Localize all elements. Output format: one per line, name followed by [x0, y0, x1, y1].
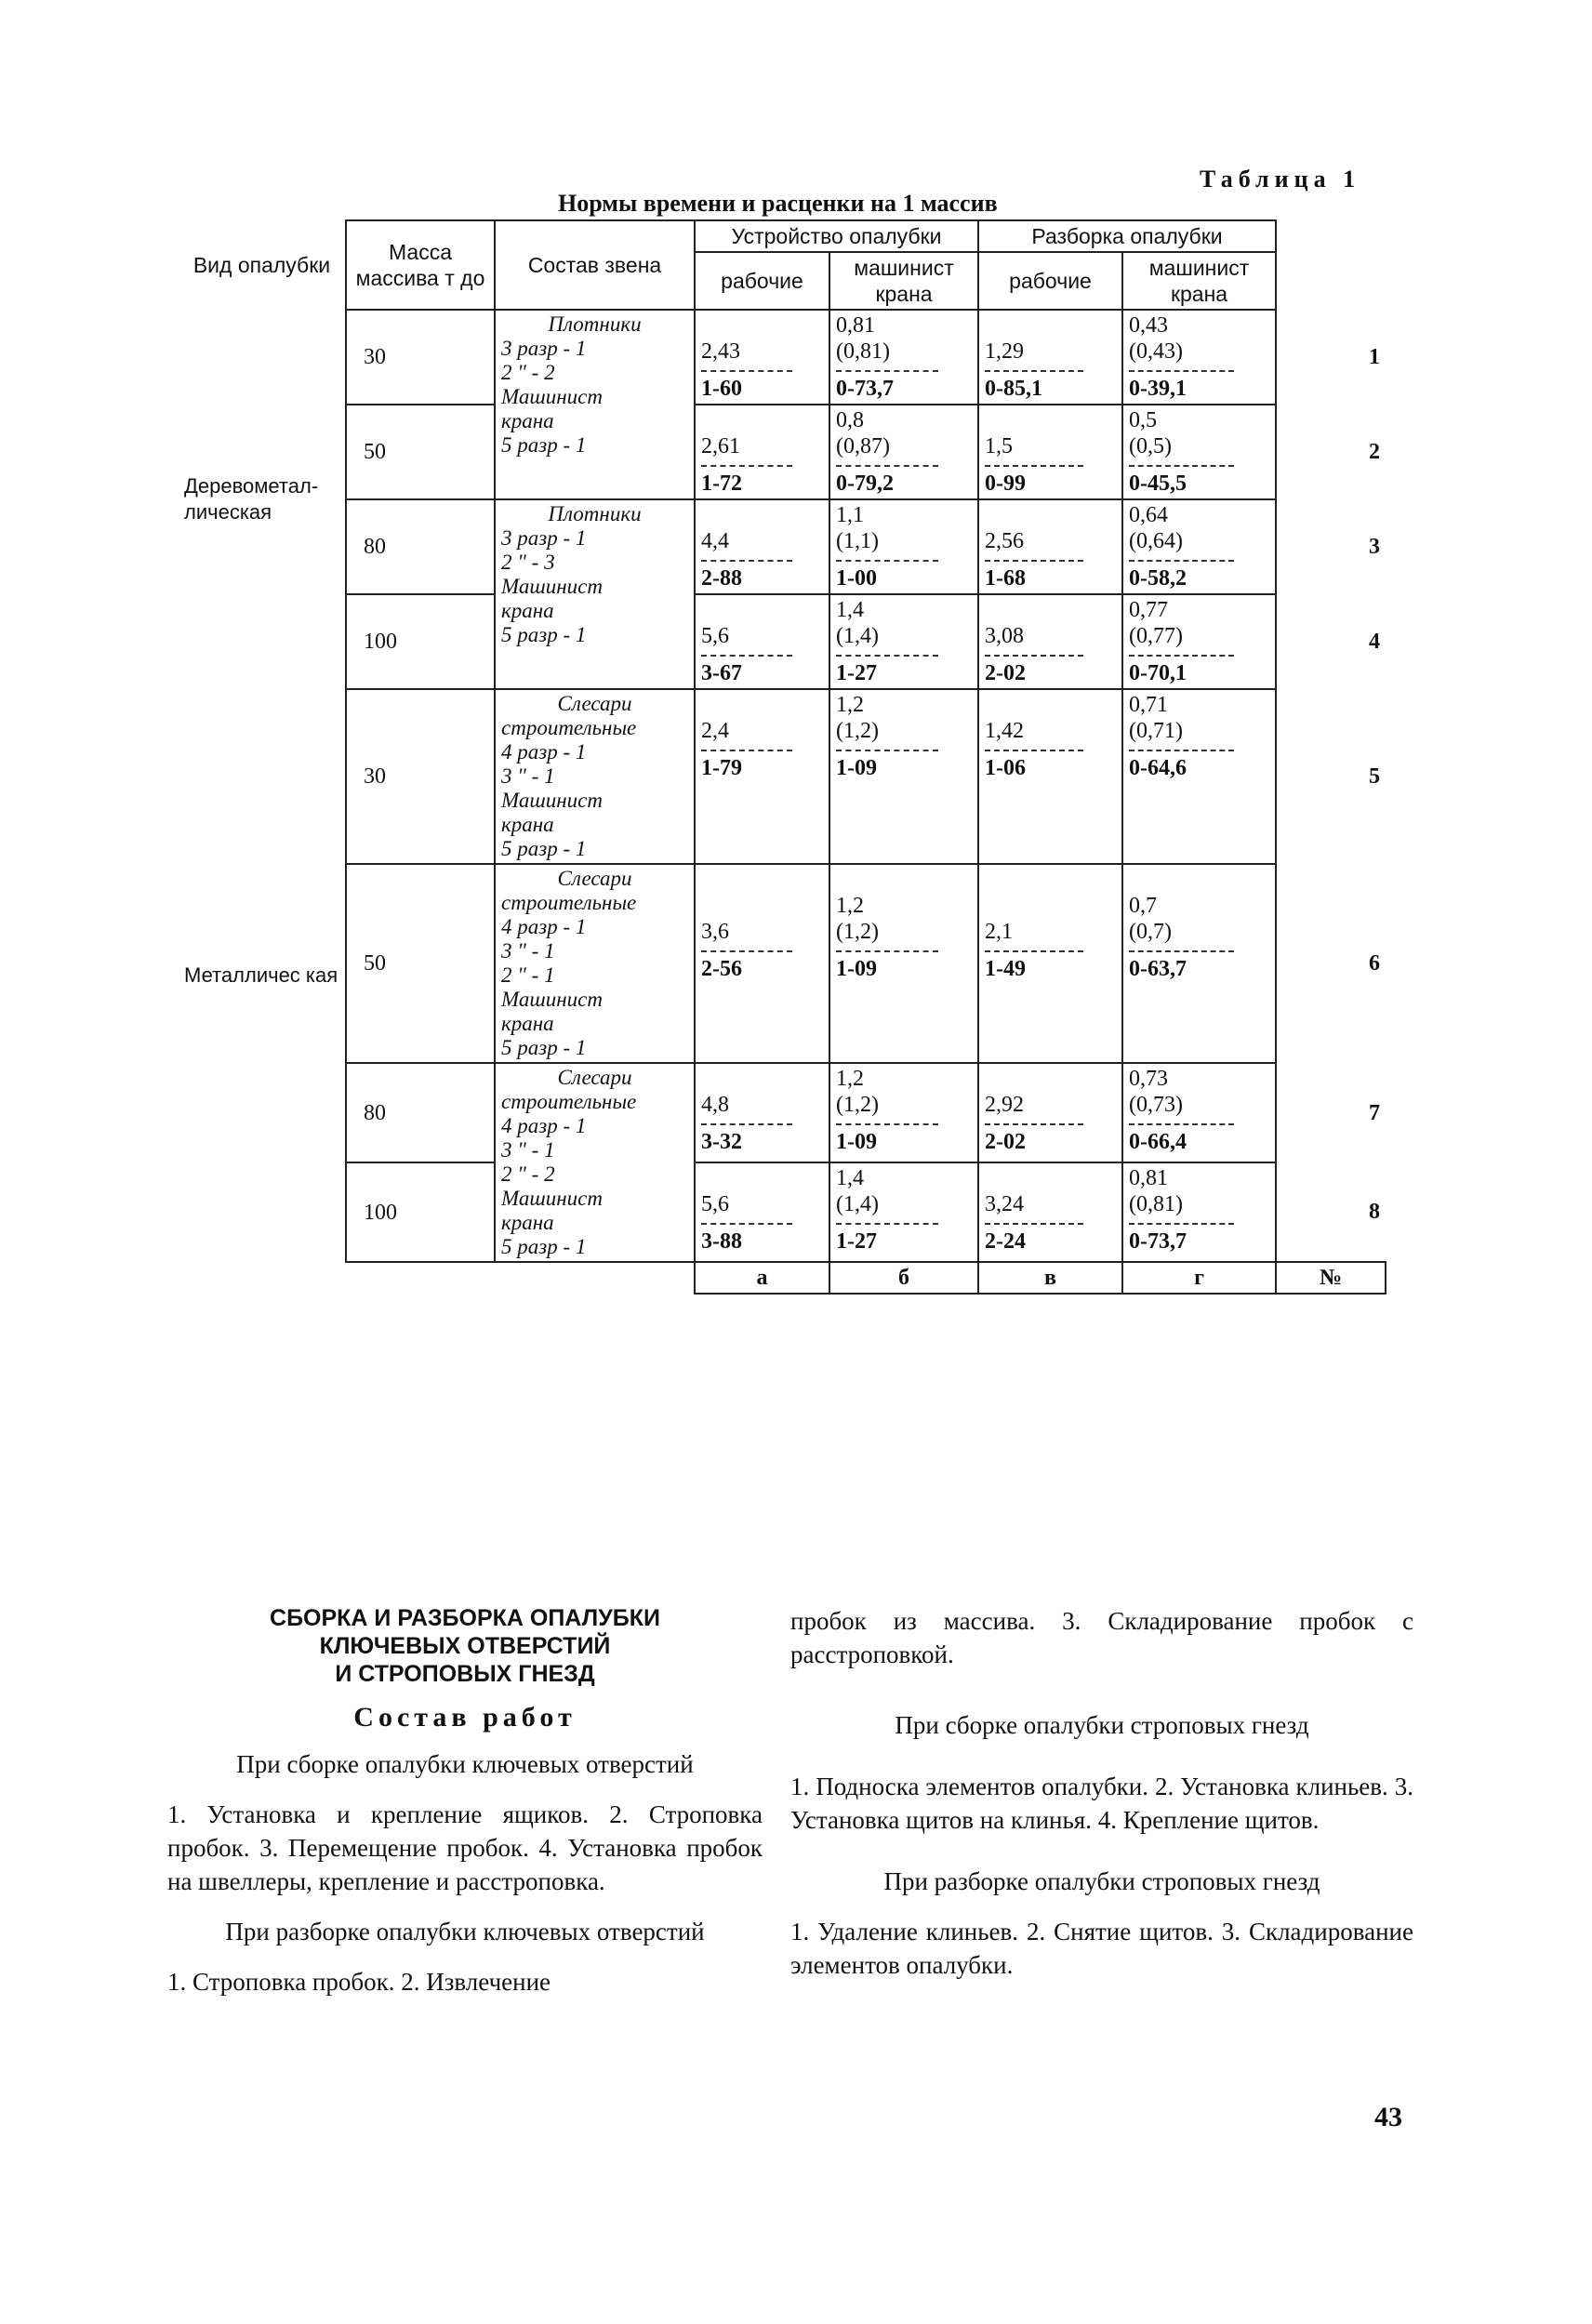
table-row [179, 405, 1386, 499]
header-workers-remove: рабочие [978, 252, 1122, 310]
sostav-heading: Состав работ [353, 1702, 577, 1733]
value-a: 2,61 1-72 [695, 405, 829, 499]
header-crane-remove: машинист крана [1122, 252, 1276, 310]
paragraph-assembly-keys: 1. Установка и крепление ящиков. 2. Строповка пробок. 3. Перемещение пробок. 4. Установка пробок на швеллеры, крепление и расстроповка. [167, 1800, 763, 1895]
value-b: 1,4 (1,4) 1-27 [829, 594, 978, 689]
header-crew: Состав звена [495, 220, 695, 310]
row-number: 3 [1369, 535, 1381, 559]
value-v: 3,08 2-02 [978, 594, 1122, 689]
crew-cell: Слесари строительные 4 разр - 1 3 " - 1 2 " - 1 Машинист крана 5 разр - 1 [495, 864, 695, 1063]
mass-cell: 30 [346, 689, 495, 864]
table-row [179, 689, 1386, 864]
value-v: 1,29 0-85,1 [978, 310, 1122, 405]
footer-num: № [1276, 1262, 1386, 1294]
table-row [179, 594, 1386, 689]
row-number: 2 [1369, 440, 1381, 464]
value-g: 0,5 (0,5) 0-45,5 [1122, 405, 1276, 499]
footer-row [179, 1262, 1386, 1294]
left-column [167, 1604, 763, 1999]
paragraph-removal-slings: 1. Удаление клиньев. 2. Снятие щитов. 3. Складирование элементов опалубки. [790, 1918, 1413, 1979]
table-label: Таблица 1 [1200, 166, 1361, 193]
paragraph-removal-keys-cont: пробок из массива. 3. Складирование пробок с расстроповкой. [790, 1607, 1413, 1668]
footer-a: а [695, 1262, 829, 1294]
mass-cell: 80 [346, 499, 495, 594]
value-a: 4,8 3-32 [695, 1063, 829, 1162]
value-v: 3,24 2-24 [978, 1162, 1122, 1262]
value-v: 2,56 1-68 [978, 499, 1122, 594]
mass-cell: 100 [346, 1162, 495, 1262]
norms-table [179, 219, 1386, 1295]
header-remove: Разборка опалубки [978, 220, 1276, 252]
table-row [179, 864, 1386, 1063]
table-row [179, 1063, 1386, 1162]
value-g: 0,73 (0,73) 0-66,4 [1122, 1063, 1276, 1162]
kind-cell: Деревометал-лическая [184, 474, 319, 524]
value-b: 1,2 (1,2) 1-09 [829, 864, 978, 1063]
mass-cell: 50 [346, 405, 495, 499]
subheading-removal-keys: При разборке опалубки ключевых отверстий [225, 1918, 705, 1946]
footer-v: в [978, 1262, 1122, 1294]
table-row [179, 310, 1386, 405]
crew-cell: Слесари строительные 4 разр - 1 3 " - 1 Машинист крана 5 разр - 1 [495, 689, 695, 864]
value-b: 1,4 (1,4) 1-27 [829, 1162, 978, 1262]
mass-cell: 80 [346, 1063, 495, 1162]
mass-cell: 50 [346, 864, 495, 1063]
value-b: 0,81 (0,81) 0-73,7 [829, 310, 978, 405]
table-title: Нормы времени и расценки на 1 массив [558, 190, 998, 217]
right-column [790, 1604, 1413, 1982]
paragraph-removal-keys: 1. Строповка пробок. 2. Извлечение [167, 1968, 551, 1996]
kind-cell: Металличес кая [184, 963, 338, 987]
value-a: 2,4 1-79 [695, 689, 829, 864]
value-b: 1,2 (1,2) 1-09 [829, 1063, 978, 1162]
footer-g: г [1122, 1262, 1276, 1294]
value-v: 1,5 0-99 [978, 405, 1122, 499]
table-row [179, 499, 1386, 594]
crew-cell: Плотники 3 разр - 1 2 " - 2 Машинист крана 5 разр - 1 [495, 310, 695, 499]
header-install: Устройство опалубки [695, 220, 978, 252]
paragraph-assembly-slings: 1. Подноска элементов опалубки. 2. Установка клиньев. 3. Установка щитов на клинья. 4. Крепление щитов. [790, 1773, 1413, 1834]
header-workers-install: рабочие [695, 252, 829, 310]
row-number: 1 [1369, 345, 1381, 369]
value-a: 4,4 2-88 [695, 499, 829, 594]
value-v: 2,1 1-49 [978, 864, 1122, 1063]
value-g: 0,81 (0,81) 0-73,7 [1122, 1162, 1276, 1262]
row-number: 5 [1369, 764, 1381, 789]
header-kind: Вид опалубки [192, 253, 331, 277]
mass-cell: 30 [346, 310, 495, 405]
header-row [179, 220, 1386, 252]
value-g: 0,64 (0,64) 0-58,2 [1122, 499, 1276, 594]
row-number: 4 [1369, 630, 1381, 654]
value-g: 0,43 (0,43) 0-39,1 [1122, 310, 1276, 405]
value-a: 5,6 3-88 [695, 1162, 829, 1262]
header-crane-install: машинист крана [829, 252, 978, 310]
subheading-removal-slings: При разборке опалубки строповых гнезд [883, 1867, 1320, 1895]
table-row [179, 1162, 1386, 1262]
section-title: СБОРКА И РАЗБОРКА ОПАЛУБКИ КЛЮЧЕВЫХ ОТВЕРСТИЙ И СТРОПОВЫХ ГНЕЗД [270, 1605, 660, 1687]
row-number: 7 [1369, 1100, 1381, 1125]
row-number: 8 [1369, 1200, 1381, 1224]
value-g: 0,7 (0,7) 0-63,7 [1122, 864, 1276, 1063]
value-b: 0,8 (0,87) 0-79,2 [829, 405, 978, 499]
crew-cell: Плотники 3 разр - 1 2 " - 3 Машинист крана 5 разр - 1 [495, 499, 695, 689]
value-a: 2,43 1-60 [695, 310, 829, 405]
page-number: 43 [1374, 2102, 1402, 2132]
header-mass: Масса массива т до [346, 220, 495, 310]
row-number: 6 [1369, 951, 1381, 976]
value-v: 1,42 1-06 [978, 689, 1122, 864]
value-v: 2,92 2-02 [978, 1063, 1122, 1162]
mass-cell: 100 [346, 594, 495, 689]
crew-cell: Слесари строительные 4 разр - 1 3 " - 1 2 " - 2 Машинист крана 5 разр - 1 [495, 1063, 695, 1262]
footer-b: б [829, 1262, 978, 1294]
value-b: 1,2 (1,2) 1-09 [829, 689, 978, 864]
value-b: 1,1 (1,1) 1-00 [829, 499, 978, 594]
value-g: 0,71 (0,71) 0-64,6 [1122, 689, 1276, 864]
subheading-assembly-slings: При сборке опалубки строповых гнезд [895, 1711, 1309, 1739]
value-a: 3,6 2-56 [695, 864, 829, 1063]
subheading-assembly-keys: При сборке опалубки ключевых отверстий [236, 1750, 694, 1778]
value-g: 0,77 (0,77) 0-70,1 [1122, 594, 1276, 689]
value-a: 5,6 3-67 [695, 594, 829, 689]
